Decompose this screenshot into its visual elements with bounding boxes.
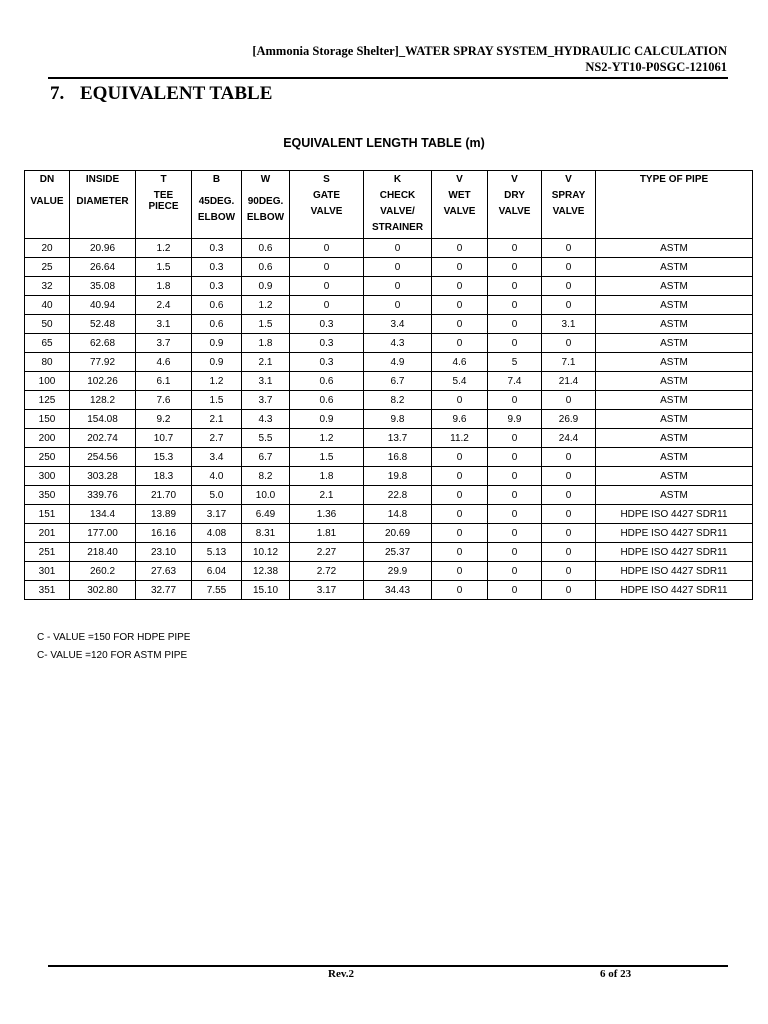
table-cell: 2.1 (192, 410, 242, 429)
column-header-90deg-elbow: W 90DEG. ELBOW (242, 171, 290, 239)
table-cell: 4.3 (242, 410, 290, 429)
table-cell: 0 (432, 258, 488, 277)
table-cell: ASTM (596, 334, 753, 353)
table-cell: 0 (290, 258, 364, 277)
table-cell: 4.3 (364, 334, 432, 353)
table-cell: 0 (542, 562, 596, 581)
table-cell: 0 (364, 277, 432, 296)
table-cell: 0.6 (192, 296, 242, 315)
table-row (25, 372, 753, 391)
table-cell: 0 (488, 429, 542, 448)
table-cell: 0 (488, 277, 542, 296)
table-cell: 154.08 (70, 410, 136, 429)
table-row (25, 524, 753, 543)
table-cell: 3.1 (136, 315, 192, 334)
table-cell: 0.6 (290, 391, 364, 410)
table-cell: 0.3 (192, 277, 242, 296)
table-cell: 0.3 (290, 334, 364, 353)
table-cell: 4.08 (192, 524, 242, 543)
table-cell: 0.6 (290, 372, 364, 391)
table-cell: 29.9 (364, 562, 432, 581)
table-cell: 0 (542, 543, 596, 562)
table-cell: 0 (432, 562, 488, 581)
table-cell: 3.17 (192, 505, 242, 524)
table-cell: 1.2 (242, 296, 290, 315)
table-cell: 10.12 (242, 543, 290, 562)
table-cell: 5.5 (242, 429, 290, 448)
table-cell: 5.0 (192, 486, 242, 505)
table-cell: 260.2 (70, 562, 136, 581)
document-number: NS2-YT10-P0SGC-121061 (585, 60, 727, 74)
table-cell: 10.7 (136, 429, 192, 448)
table-cell: 26.64 (70, 258, 136, 277)
table-cell: 0 (488, 258, 542, 277)
table-cell: 9.9 (488, 410, 542, 429)
table-cell: 0 (542, 486, 596, 505)
header-divider (48, 77, 728, 79)
table-cell: 0 (432, 391, 488, 410)
table-cell: 0 (432, 505, 488, 524)
table-cell: 32.77 (136, 581, 192, 600)
table-cell: 35.08 (70, 277, 136, 296)
table-cell: HDPE ISO 4427 SDR11 (596, 581, 753, 600)
table-cell: 4.9 (364, 353, 432, 372)
table-cell: 4.0 (192, 467, 242, 486)
table-cell: ASTM (596, 429, 753, 448)
table-cell: 0 (488, 334, 542, 353)
table-cell: ASTM (596, 486, 753, 505)
table-cell: 0 (290, 239, 364, 258)
table-row (25, 448, 753, 467)
table-cell: 65 (25, 334, 70, 353)
footer-divider (48, 965, 728, 967)
table-cell: 21.70 (136, 486, 192, 505)
table-cell: HDPE ISO 4427 SDR11 (596, 524, 753, 543)
table-cell: 0 (488, 581, 542, 600)
table-cell: 0 (290, 277, 364, 296)
table-cell: 0.6 (192, 315, 242, 334)
table-cell: 0 (432, 334, 488, 353)
table-cell: 301 (25, 562, 70, 581)
table-cell: 40 (25, 296, 70, 315)
table-cell: 8.2 (242, 467, 290, 486)
table-cell: 20.69 (364, 524, 432, 543)
table-cell: 0 (432, 486, 488, 505)
table-cell: ASTM (596, 372, 753, 391)
table-cell: 254.56 (70, 448, 136, 467)
table-cell: 27.63 (136, 562, 192, 581)
note-astm-c-value: C- VALUE =120 FOR ASTM PIPE (37, 650, 188, 661)
table-cell: ASTM (596, 277, 753, 296)
table-cell: 14.8 (364, 505, 432, 524)
table-cell: 32 (25, 277, 70, 296)
table-cell: 0 (542, 581, 596, 600)
table-cell: 16.8 (364, 448, 432, 467)
table-cell: 6.7 (242, 448, 290, 467)
note-hdpe-c-value: C - VALUE =150 FOR HDPE PIPE (37, 632, 191, 643)
table-cell: ASTM (596, 353, 753, 372)
table-cell: 0.3 (290, 353, 364, 372)
table-cell: 9.2 (136, 410, 192, 429)
table-cell: 0 (542, 258, 596, 277)
table-cell: 3.1 (242, 372, 290, 391)
table-cell: 7.4 (488, 372, 542, 391)
table-cell: 18.3 (136, 467, 192, 486)
table-cell: 3.17 (290, 581, 364, 600)
table-cell: 1.2 (290, 429, 364, 448)
table-cell: 0 (542, 296, 596, 315)
table-cell: 6.7 (364, 372, 432, 391)
table-cell: 102.26 (70, 372, 136, 391)
table-cell: 5 (488, 353, 542, 372)
table-header-row (25, 171, 753, 239)
table-cell: 20 (25, 239, 70, 258)
table-row (25, 296, 753, 315)
section-number: 7. (50, 83, 65, 104)
table-cell: 0 (542, 239, 596, 258)
table-cell: 1.5 (192, 391, 242, 410)
table-cell: ASTM (596, 391, 753, 410)
table-cell: 0 (488, 486, 542, 505)
table-cell: 339.76 (70, 486, 136, 505)
table-cell: 3.7 (242, 391, 290, 410)
table-cell: 0 (432, 277, 488, 296)
table-cell: 0.9 (290, 410, 364, 429)
table-cell: 134.4 (70, 505, 136, 524)
table-cell: 0 (488, 448, 542, 467)
table-cell: 0 (542, 524, 596, 543)
table-cell: 0 (488, 239, 542, 258)
section-heading (50, 83, 272, 105)
table-cell: 1.36 (290, 505, 364, 524)
table-cell: 10.0 (242, 486, 290, 505)
table-cell: 21.4 (542, 372, 596, 391)
table-cell: 0.9 (242, 277, 290, 296)
table-cell: 2.27 (290, 543, 364, 562)
table-cell: 80 (25, 353, 70, 372)
table-cell: 6.1 (136, 372, 192, 391)
table-cell: 0 (364, 239, 432, 258)
table-cell: 0 (364, 258, 432, 277)
table-cell: 13.89 (136, 505, 192, 524)
table-row (25, 353, 753, 372)
table-cell: 2.4 (136, 296, 192, 315)
table-cell: 3.1 (542, 315, 596, 334)
table-cell: 0 (488, 524, 542, 543)
table-row (25, 486, 753, 505)
table-cell: 0 (542, 277, 596, 296)
table-cell: 151 (25, 505, 70, 524)
table-cell: 351 (25, 581, 70, 600)
table-cell: 25.37 (364, 543, 432, 562)
table-cell: 300 (25, 467, 70, 486)
table-cell: 177.00 (70, 524, 136, 543)
table-cell: 1.8 (136, 277, 192, 296)
table-cell: 0.3 (192, 258, 242, 277)
equivalent-length-table (24, 170, 753, 600)
table-cell: 0 (432, 467, 488, 486)
table-cell: 1.5 (242, 315, 290, 334)
table-cell: 3.4 (192, 448, 242, 467)
table-cell: 15.3 (136, 448, 192, 467)
table-cell: 1.5 (136, 258, 192, 277)
column-header-type-of-pipe: TYPE OF PIPE (596, 171, 753, 239)
table-cell: 0 (542, 391, 596, 410)
table-cell: 2.1 (242, 353, 290, 372)
column-header-dry-valve: V DRY VALVE (488, 171, 542, 239)
table-cell: 0.3 (290, 315, 364, 334)
table-row (25, 543, 753, 562)
table-cell: 251 (25, 543, 70, 562)
table-cell: HDPE ISO 4427 SDR11 (596, 562, 753, 581)
table-cell: 23.10 (136, 543, 192, 562)
table-row (25, 258, 753, 277)
table-cell: 7.1 (542, 353, 596, 372)
table-cell: ASTM (596, 448, 753, 467)
table-cell: 218.40 (70, 543, 136, 562)
table-row (25, 562, 753, 581)
column-header-45deg-elbow: B 45DEG. ELBOW (192, 171, 242, 239)
table-row (25, 315, 753, 334)
table-cell: 52.48 (70, 315, 136, 334)
table-cell: ASTM (596, 467, 753, 486)
table-cell: 0 (432, 448, 488, 467)
table-cell: 7.6 (136, 391, 192, 410)
table-cell: 0 (432, 524, 488, 543)
table-cell: HDPE ISO 4427 SDR11 (596, 505, 753, 524)
document-title: [Ammonia Storage Shelter]_WATER SPRAY SYSTEM_HYDRAULIC CALCULATION (252, 44, 727, 58)
table-cell: 8.2 (364, 391, 432, 410)
table-cell: 9.8 (364, 410, 432, 429)
table-cell: HDPE ISO 4427 SDR11 (596, 543, 753, 562)
table-row (25, 429, 753, 448)
table-cell: 2.1 (290, 486, 364, 505)
table-cell: 0.3 (192, 239, 242, 258)
table-cell: 0 (542, 467, 596, 486)
table-cell: 3.7 (136, 334, 192, 353)
table-cell: ASTM (596, 239, 753, 258)
table-cell: 1.81 (290, 524, 364, 543)
column-header-inside-diameter: INSIDE DIAMETER (70, 171, 136, 239)
table-row (25, 505, 753, 524)
column-header-dn: DN VALUE (25, 171, 70, 239)
table-cell: 6.04 (192, 562, 242, 581)
table-cell: 26.9 (542, 410, 596, 429)
table-cell: 0 (432, 315, 488, 334)
table-cell: 200 (25, 429, 70, 448)
table-row (25, 581, 753, 600)
column-header-tee-piece: T TEE PIECE (136, 171, 192, 239)
table-cell: 9.6 (432, 410, 488, 429)
table-cell: 22.8 (364, 486, 432, 505)
table-cell: 350 (25, 486, 70, 505)
table-cell: 13.7 (364, 429, 432, 448)
table-cell: 125 (25, 391, 70, 410)
table-cell: 1.8 (290, 467, 364, 486)
table-cell: 77.92 (70, 353, 136, 372)
table-cell: ASTM (596, 296, 753, 315)
table-cell: 0 (488, 467, 542, 486)
table-cell: 25 (25, 258, 70, 277)
table-cell: 34.43 (364, 581, 432, 600)
table-cell: 100 (25, 372, 70, 391)
table-title: EQUIVALENT LENGTH TABLE (m) (283, 136, 485, 150)
table-cell: 201 (25, 524, 70, 543)
table-cell: 303.28 (70, 467, 136, 486)
table-cell: 7.55 (192, 581, 242, 600)
column-header-wet-valve: V WET VALVE (432, 171, 488, 239)
table-cell: 6.49 (242, 505, 290, 524)
notes (37, 629, 190, 665)
column-header-gate-valve: S GATE VALVE (290, 171, 364, 239)
table-cell: 0 (542, 505, 596, 524)
table-cell: ASTM (596, 258, 753, 277)
column-header-spray-valve: V SPRAY VALVE (542, 171, 596, 239)
table-cell: 0.6 (242, 239, 290, 258)
table-cell: 3.4 (364, 315, 432, 334)
table-cell: 150 (25, 410, 70, 429)
table-cell: 40.94 (70, 296, 136, 315)
table-cell: 202.74 (70, 429, 136, 448)
table-cell: 0 (488, 562, 542, 581)
table-cell: 0 (432, 239, 488, 258)
table-cell: 5.13 (192, 543, 242, 562)
table-cell: ASTM (596, 410, 753, 429)
table-cell: 4.6 (136, 353, 192, 372)
table-cell: 0 (364, 296, 432, 315)
table-cell: 0 (488, 543, 542, 562)
table-cell: 50 (25, 315, 70, 334)
table-cell: 0 (488, 315, 542, 334)
table-cell: 250 (25, 448, 70, 467)
table-cell: 16.16 (136, 524, 192, 543)
table-cell: 0 (432, 543, 488, 562)
table-cell: 1.2 (136, 239, 192, 258)
table-cell: 0.6 (242, 258, 290, 277)
table-cell: 128.2 (70, 391, 136, 410)
table-cell: 0 (488, 505, 542, 524)
table-cell: 0 (488, 391, 542, 410)
document-header (252, 43, 727, 75)
table-cell: 8.31 (242, 524, 290, 543)
section-title: EQUIVALENT TABLE (80, 83, 273, 104)
page-number: 6 of 23 (600, 968, 632, 980)
table-row (25, 334, 753, 353)
table-cell: ASTM (596, 315, 753, 334)
table-cell: 0.9 (192, 353, 242, 372)
table-row (25, 391, 753, 410)
table-cell: 0 (432, 581, 488, 600)
table-cell: 24.4 (542, 429, 596, 448)
table-cell: 0 (290, 296, 364, 315)
table-cell: 302.80 (70, 581, 136, 600)
table-cell: 1.5 (290, 448, 364, 467)
table-cell: 2.7 (192, 429, 242, 448)
table-cell: 2.72 (290, 562, 364, 581)
table-row (25, 410, 753, 429)
table-cell: 62.68 (70, 334, 136, 353)
table-cell: 15.10 (242, 581, 290, 600)
column-header-check-valve-strainer: K CHECK VALVE/ STRAINER (364, 171, 432, 239)
table-cell: 11.2 (432, 429, 488, 448)
table-row (25, 277, 753, 296)
table-body (25, 239, 753, 600)
table-cell: 0 (542, 448, 596, 467)
table-row (25, 239, 753, 258)
table-row (25, 467, 753, 486)
table-cell: 0 (432, 296, 488, 315)
table-cell: 0.9 (192, 334, 242, 353)
table-cell: 1.8 (242, 334, 290, 353)
table-cell: 0 (488, 296, 542, 315)
table-cell: 1.2 (192, 372, 242, 391)
table-cell: 0 (542, 334, 596, 353)
table-cell: 4.6 (432, 353, 488, 372)
table-cell: 12.38 (242, 562, 290, 581)
table-cell: 20.96 (70, 239, 136, 258)
table-cell: 5.4 (432, 372, 488, 391)
revision-label: Rev.2 (328, 968, 354, 980)
table-cell: 19.8 (364, 467, 432, 486)
